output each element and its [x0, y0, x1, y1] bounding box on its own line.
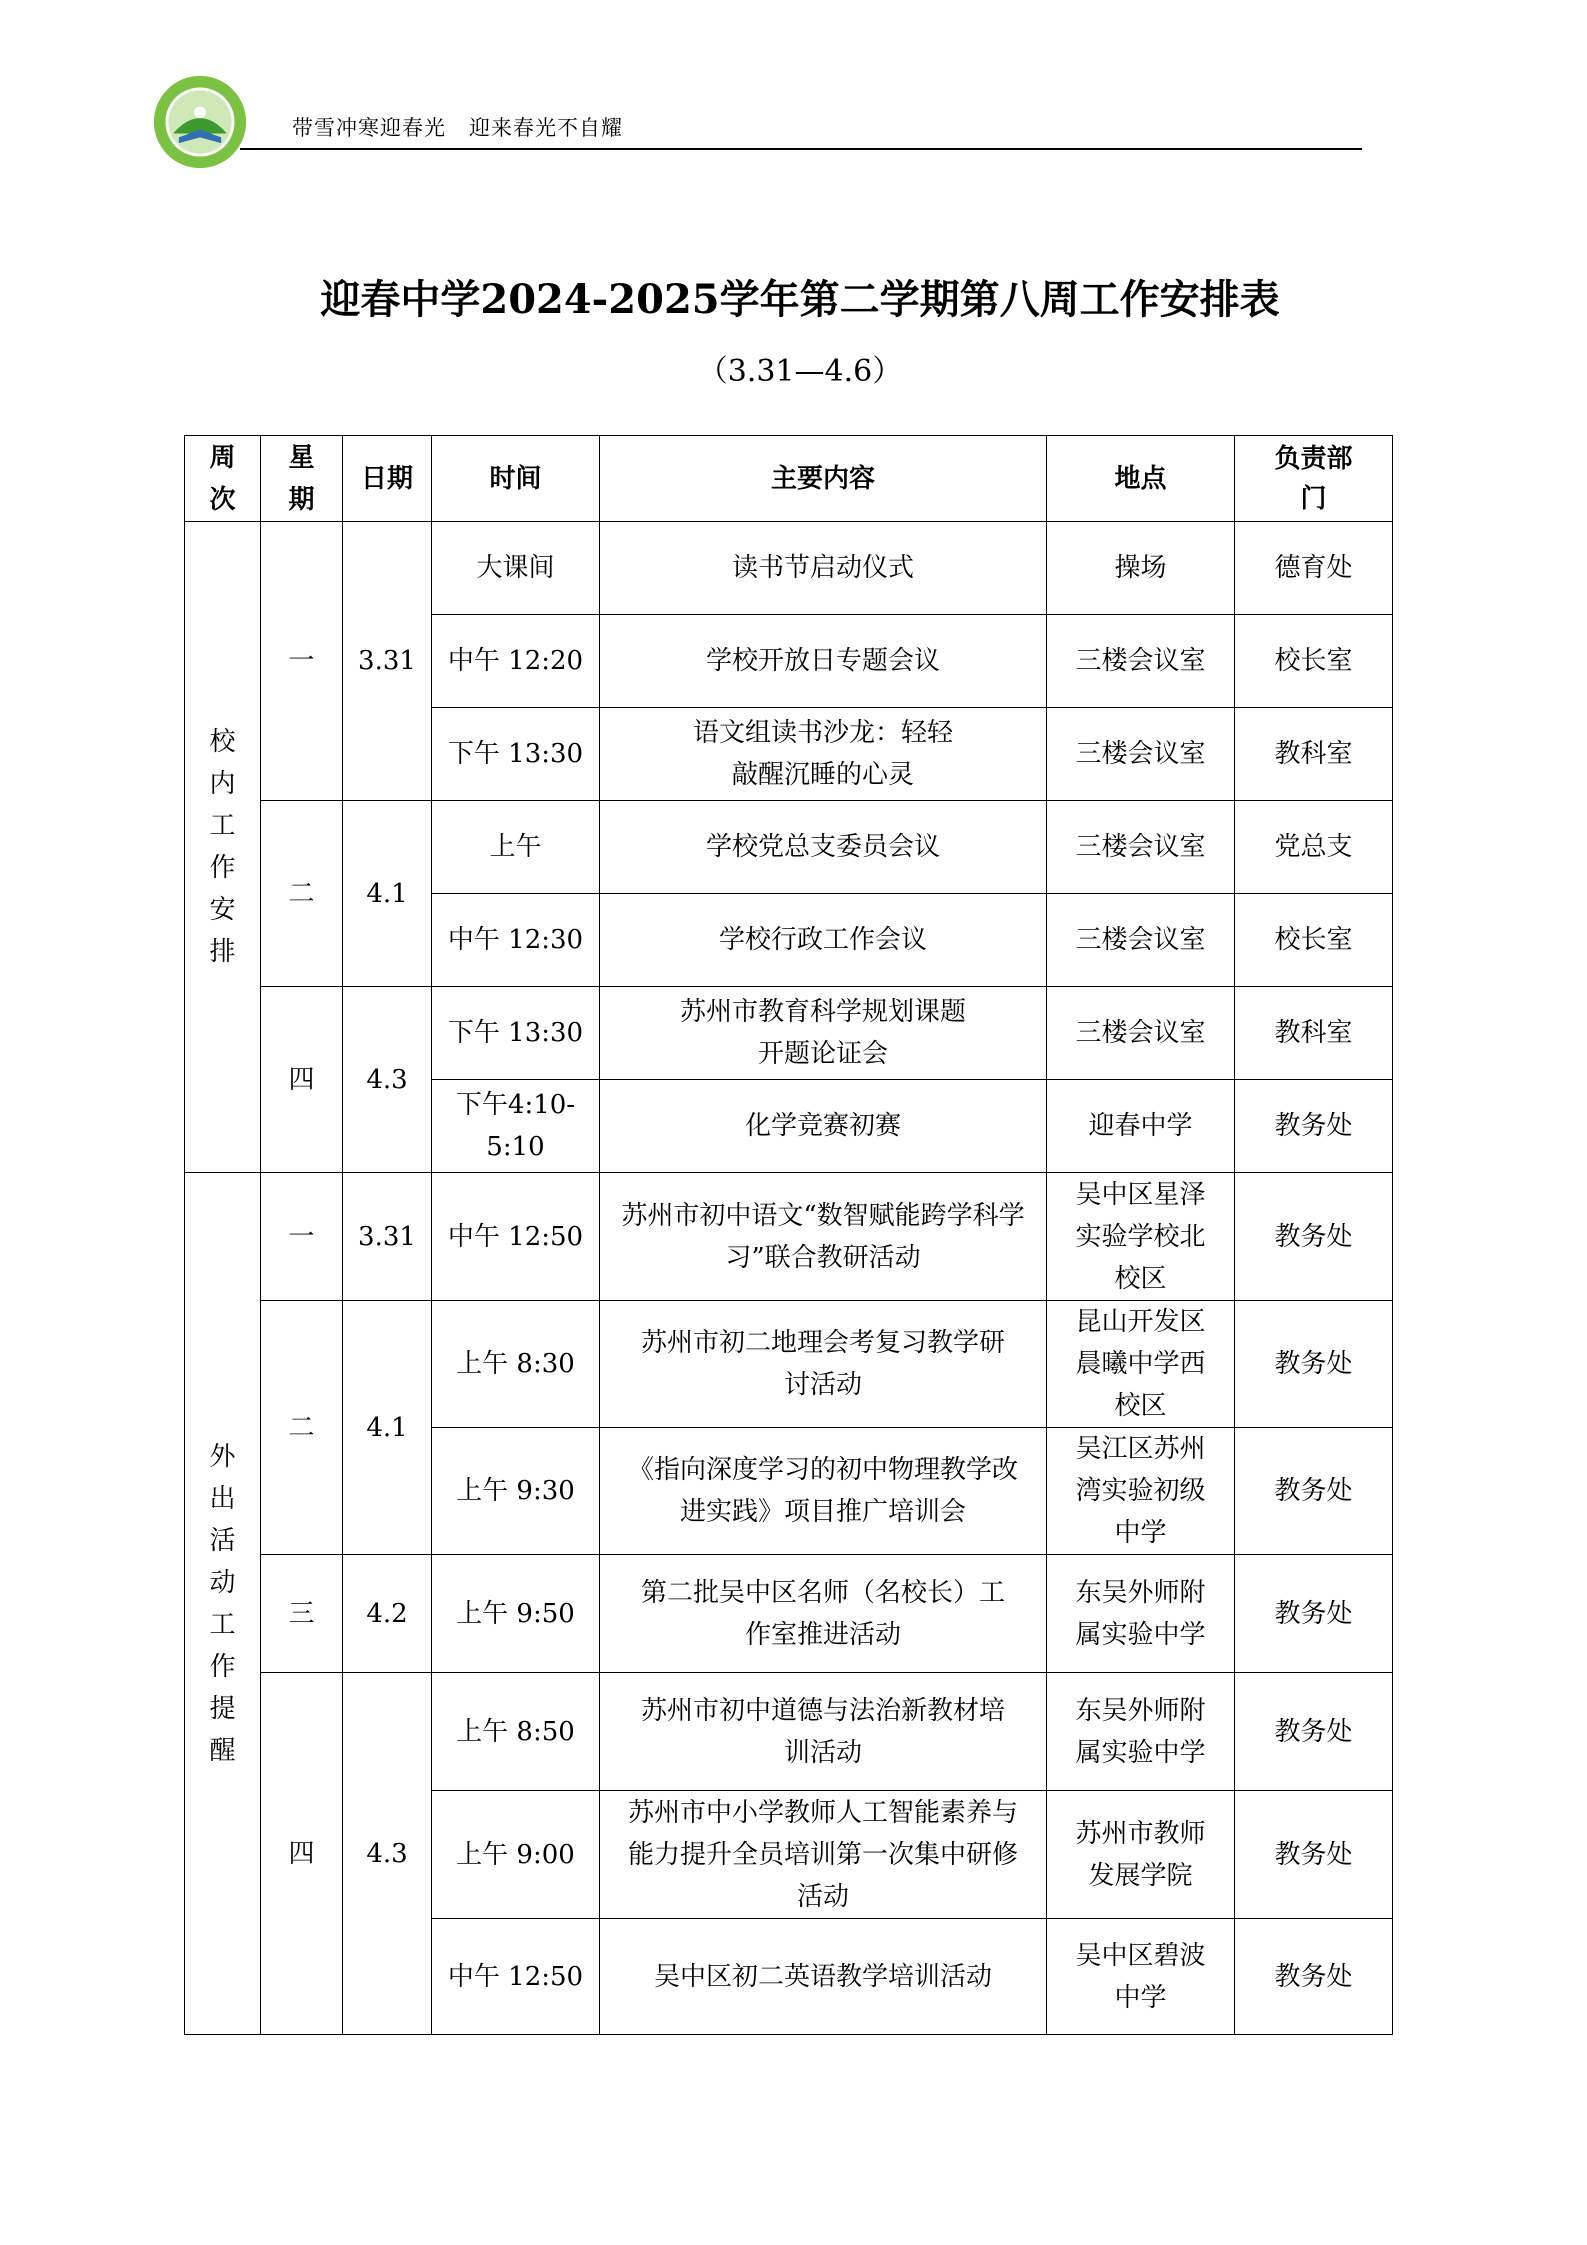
date-range: （3.31—4.6）: [697, 354, 903, 389]
date-cell: 4.2: [343, 1555, 432, 1673]
content-cell: 学校开放日专题会议: [600, 615, 1047, 708]
header-content: 主要内容: [600, 436, 1047, 522]
location-cell: 迎春中学: [1047, 1080, 1235, 1173]
content-cell: 语文组读书沙龙：轻轻敲醒沉睡的心灵: [600, 708, 1047, 801]
department-cell: 教科室: [1235, 708, 1393, 801]
time-cell: 上午 9:30: [432, 1428, 600, 1555]
time-cell: 下午 13:30: [432, 987, 600, 1080]
weekday-cell: 四: [261, 1673, 343, 2035]
department-cell: 教务处: [1235, 1301, 1393, 1428]
time-cell: 中午 12:20: [432, 615, 600, 708]
time-cell: 上午 8:30: [432, 1301, 600, 1428]
header-row: [185, 436, 1393, 522]
department-cell: 德育处: [1235, 522, 1393, 615]
time-cell: 上午 8:50: [432, 1673, 600, 1791]
location-cell: 东吴外师附属实验中学: [1047, 1673, 1235, 1791]
header-location: 地点: [1047, 436, 1235, 522]
content-cell: 学校行政工作会议: [600, 894, 1047, 987]
table-row: [185, 1301, 1393, 1428]
time-cell: 下午4:10-5:10: [432, 1080, 600, 1173]
location-cell: 三楼会议室: [1047, 708, 1235, 801]
location-cell: 三楼会议室: [1047, 801, 1235, 894]
weekday-cell: 二: [261, 801, 343, 987]
date-cell: 4.1: [343, 801, 432, 987]
header-department: 负责部门: [1235, 436, 1393, 522]
weekday-cell: 二: [261, 1301, 343, 1555]
content-cell: 苏州市中小学教师人工智能素养与能力提升全员培训第一次集中研修活动: [600, 1791, 1047, 1919]
content-cell: 苏州市教育科学规划课题开题论证会: [600, 987, 1047, 1080]
location-cell: 吴江区苏州湾实验初级中学: [1047, 1428, 1235, 1555]
content-cell: 学校党总支委员会议: [600, 801, 1047, 894]
time-cell: 中午 12:50: [432, 1173, 600, 1301]
header-date: 日期: [343, 436, 432, 522]
weekday-cell: 一: [261, 522, 343, 801]
content-cell: 吴中区初二英语教学培训活动: [600, 1919, 1047, 2035]
school-badge-icon: [152, 74, 248, 170]
table-row: [185, 1555, 1393, 1673]
header-week-section: 周次: [185, 436, 261, 522]
content-cell: 苏州市初中道德与法治新教材培训活动: [600, 1673, 1047, 1791]
table-row: [185, 1673, 1393, 1791]
department-cell: 教务处: [1235, 1673, 1393, 1791]
section-label: 外出活动工作提醒: [185, 1173, 261, 2035]
time-cell: 上午 9:50: [432, 1555, 600, 1673]
date-cell: 3.31: [343, 522, 432, 801]
department-cell: 教务处: [1235, 1080, 1393, 1173]
page-title: 迎春中学2024-2025学年第二学期第八周工作安排表: [320, 276, 1280, 323]
department-cell: 教科室: [1235, 987, 1393, 1080]
content-cell: 读书节启动仪式: [600, 522, 1047, 615]
content-cell: 《指向深度学习的初中物理教学改进实践》项目推广培训会: [600, 1428, 1047, 1555]
date-cell: 4.1: [343, 1301, 432, 1555]
location-cell: 东吴外师附属实验中学: [1047, 1555, 1235, 1673]
department-cell: 教务处: [1235, 1428, 1393, 1555]
table-row: [185, 801, 1393, 894]
location-cell: 苏州市教师发展学院: [1047, 1791, 1235, 1919]
table-row: [185, 522, 1393, 615]
location-cell: 三楼会议室: [1047, 987, 1235, 1080]
location-cell: 三楼会议室: [1047, 894, 1235, 987]
department-cell: 教务处: [1235, 1555, 1393, 1673]
header-weekday: 星期: [261, 436, 343, 522]
time-cell: 中午 12:50: [432, 1919, 600, 2035]
department-cell: 教务处: [1235, 1919, 1393, 2035]
date-cell: 3.31: [343, 1173, 432, 1301]
content-cell: 第二批吴中区名师（名校长）工作室推进活动: [600, 1555, 1047, 1673]
weekday-cell: 三: [261, 1555, 343, 1673]
department-cell: 校长室: [1235, 894, 1393, 987]
time-cell: 中午 12:30: [432, 894, 600, 987]
date-cell: 4.3: [343, 1673, 432, 2035]
location-cell: 昆山开发区晨曦中学西校区: [1047, 1301, 1235, 1428]
department-cell: 党总支: [1235, 801, 1393, 894]
schedule-table: [184, 435, 1393, 2035]
department-cell: 教务处: [1235, 1173, 1393, 1301]
location-cell: 吴中区碧波中学: [1047, 1919, 1235, 2035]
department-cell: 教务处: [1235, 1791, 1393, 1919]
time-cell: 上午 9:00: [432, 1791, 600, 1919]
header-time: 时间: [432, 436, 600, 522]
content-cell: 苏州市初二地理会考复习教学研讨活动: [600, 1301, 1047, 1428]
table-row: [185, 987, 1393, 1080]
section-label: 校内工作安排: [185, 522, 261, 1173]
header-divider: [240, 148, 1362, 150]
department-cell: 校长室: [1235, 615, 1393, 708]
date-cell: 4.3: [343, 987, 432, 1173]
time-cell: 大课间: [432, 522, 600, 615]
location-cell: 三楼会议室: [1047, 615, 1235, 708]
content-cell: 化学竞赛初赛: [600, 1080, 1047, 1173]
location-cell: 吴中区星泽实验学校北校区: [1047, 1173, 1235, 1301]
time-cell: 下午 13:30: [432, 708, 600, 801]
weekday-cell: 四: [261, 987, 343, 1173]
weekday-cell: 一: [261, 1173, 343, 1301]
content-cell: 苏州市初中语文“数智赋能跨学科学习”联合教研活动: [600, 1173, 1047, 1301]
school-motto: 带雪冲寒迎春光 迎来春光不自耀: [292, 116, 624, 140]
table-row: [185, 1173, 1393, 1301]
location-cell: 操场: [1047, 522, 1235, 615]
time-cell: 上午: [432, 801, 600, 894]
